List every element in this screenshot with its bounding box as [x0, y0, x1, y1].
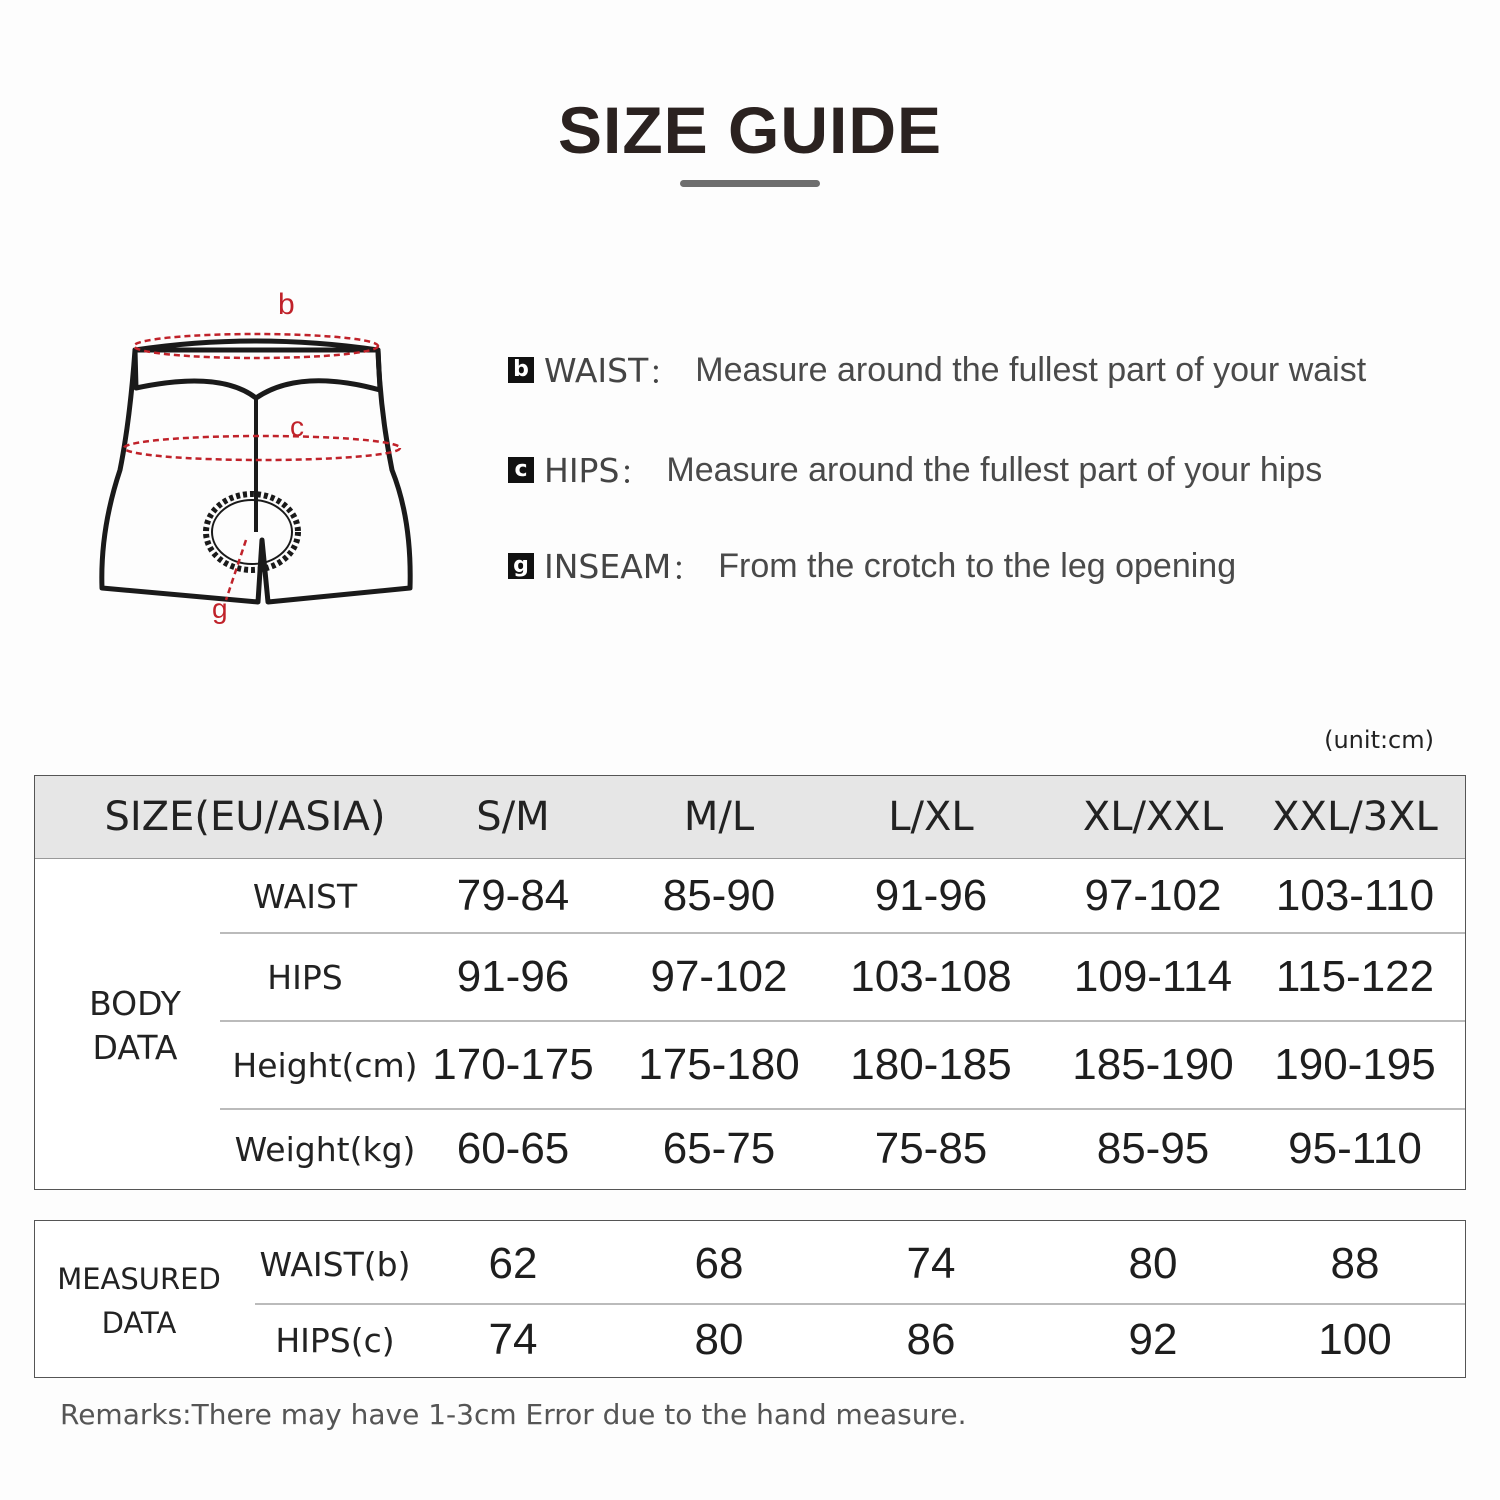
table-header	[35, 776, 1465, 859]
shorts-diagram	[80, 270, 440, 630]
header-size: M/L	[683, 794, 755, 840]
table-cell: 91-96	[456, 952, 570, 1001]
table-cell: 109-114	[1073, 952, 1233, 1001]
remarks-note: Remarks:There may have 1-3cm Error due to the hand measure.	[60, 1398, 967, 1431]
row-label: HIPS(c)	[275, 1320, 395, 1360]
row-label: Weight(kg)	[234, 1129, 416, 1169]
legend-separator: ：	[648, 352, 682, 392]
table-cell: 79-84	[456, 871, 570, 920]
table-cell: 103-110	[1275, 871, 1435, 920]
group-label-line: DATA	[92, 1028, 178, 1067]
group-label-line: BODY	[89, 984, 181, 1023]
row-label: Height(cm)	[232, 1045, 418, 1085]
table-cell: 74	[488, 1315, 538, 1364]
row-label: WAIST	[252, 876, 358, 916]
legend-hips	[508, 440, 1322, 500]
label-b: b	[278, 288, 295, 321]
body-data-table	[34, 775, 1466, 1190]
legend-key-g: g	[508, 553, 534, 579]
table-cell: 115-122	[1275, 952, 1435, 1001]
table-cell: 91-96	[874, 871, 988, 920]
label-c: c	[290, 411, 304, 442]
table-cell: 103-108	[850, 952, 1012, 1001]
table-cell: 180-185	[850, 1040, 1012, 1089]
table-cell: 80	[1128, 1239, 1178, 1288]
header-size-label: SIZE(EU/ASIA)	[104, 794, 386, 840]
table-cell: 60-65	[456, 1124, 570, 1173]
legend-separator: ：	[619, 452, 653, 492]
header-size: XL/XXL	[1082, 794, 1224, 840]
legend-description: From the crotch to the leg opening	[718, 546, 1237, 585]
table-cell: 75-85	[874, 1124, 988, 1173]
table-cell: 95-110	[1288, 1124, 1422, 1173]
table-cell: 68	[694, 1239, 744, 1288]
inseam-measure-line	[226, 540, 246, 600]
table-cell: 62	[488, 1239, 538, 1288]
legend-name: WAIST	[544, 350, 649, 390]
table-cell: 185-190	[1072, 1040, 1234, 1089]
legend-description: Measure around the fullest part of your waist	[695, 350, 1367, 389]
chamois-pad-inner	[212, 500, 292, 564]
table-cell: 80	[694, 1315, 744, 1364]
legend-description: Measure around the fullest part of your hips	[666, 450, 1323, 489]
legend-name: INSEAM	[544, 546, 672, 586]
group-label-line: MEASURED	[57, 1262, 221, 1296]
unit-note: (unit:cm)	[1324, 726, 1434, 754]
label-g: g	[212, 593, 228, 624]
legend-name: HIPS	[544, 450, 620, 490]
header-size: S/M	[476, 794, 550, 840]
legend-key-b: b	[508, 357, 534, 383]
page-title: SIZE GUIDE	[557, 93, 943, 167]
table-cell: 170-175	[432, 1040, 594, 1089]
group-label-body	[65, 976, 205, 1076]
measured-data-table	[34, 1220, 1466, 1378]
table-cell: 175-180	[638, 1040, 800, 1089]
table-cell: 97-102	[650, 952, 788, 1001]
title-underline	[680, 180, 820, 187]
legend-waist	[508, 340, 1366, 400]
table-cell: 190-195	[1274, 1040, 1436, 1089]
table-cell: 86	[906, 1315, 956, 1364]
table-cell: 85-95	[1096, 1124, 1210, 1173]
table-cell: 92	[1128, 1315, 1178, 1364]
legend-inseam	[508, 536, 1236, 596]
table-cell: 85-90	[662, 871, 776, 920]
table-cell: 88	[1330, 1239, 1380, 1288]
group-label-measured	[49, 1251, 229, 1351]
table-cell: 97-102	[1084, 871, 1222, 920]
group-label-line: DATA	[101, 1306, 177, 1340]
table-cell: 100	[1318, 1315, 1392, 1364]
legend-key-c: c	[508, 457, 534, 483]
hips-measure-line	[124, 436, 400, 460]
header-size: XXL/3XL	[1272, 794, 1438, 840]
chamois-pad	[206, 494, 298, 570]
header-size: L/XL	[888, 794, 974, 840]
table-cell: 65-75	[662, 1124, 776, 1173]
row-label: HIPS	[267, 957, 343, 997]
row-label: WAIST(b)	[259, 1244, 411, 1284]
legend-separator: ：	[671, 548, 705, 588]
table-cell: 74	[906, 1239, 956, 1288]
